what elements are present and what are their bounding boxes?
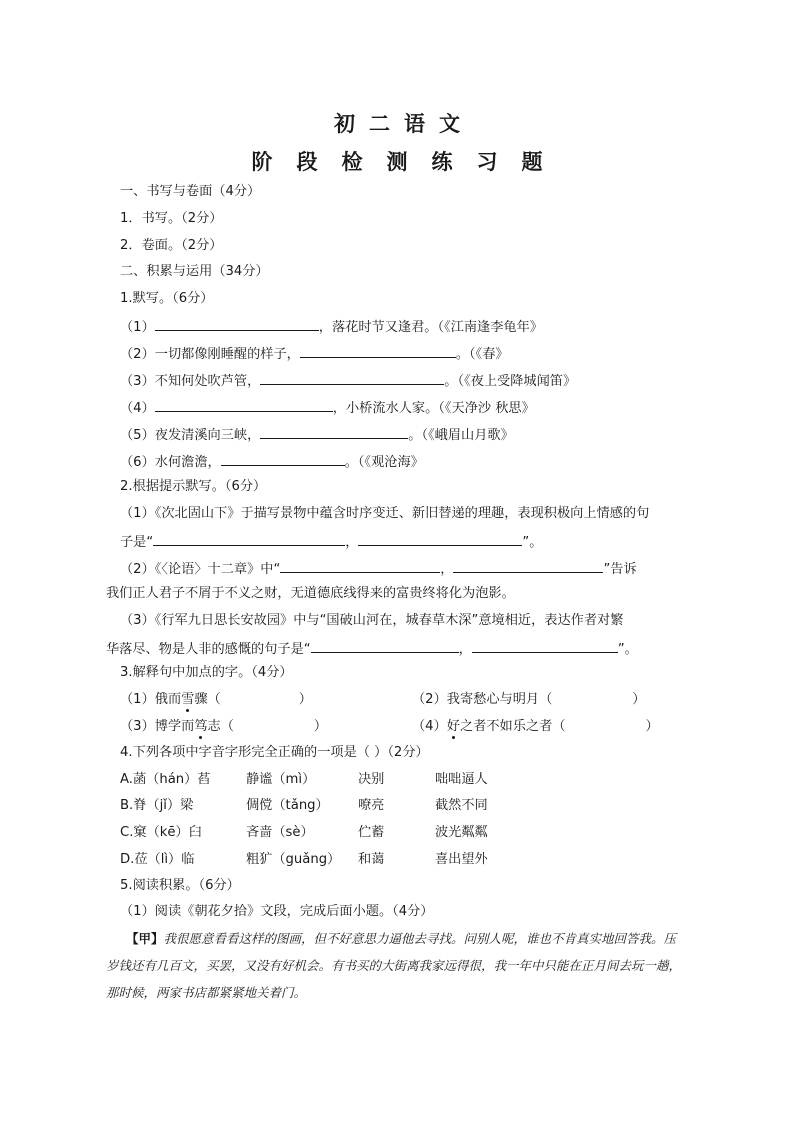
q4-option-b[interactable]: B.脊（jǐ）梁 xyxy=(120,798,194,813)
q4-title: 4.下列各项中字音字形完全正确的一项是（ ）（2分） xyxy=(120,745,429,760)
q1-line-5-pre: （5）夜发清溪向三峡， xyxy=(120,428,261,443)
q3-item-1-close: ） xyxy=(298,692,312,707)
q1-line-3-pre: （3）不知何处吹芦管， xyxy=(120,374,261,389)
q3-item-3-pre: （3）博学而 xyxy=(120,719,195,734)
q1-line-1-pre: （1） xyxy=(120,320,155,335)
q1-line-2-post: 。（《春》 xyxy=(455,347,509,362)
q2-p2-line2: 我们正人君子不屑于不义之财，无道德底线得来的富贵终将化为泡影。 xyxy=(106,586,515,601)
q4-option-cell: 吝啬（sè） xyxy=(246,825,314,840)
q1-line-6 xyxy=(120,452,424,472)
q2-p3-sep: ， xyxy=(458,642,472,657)
q5-title: 5.阅读积累。（6分） xyxy=(120,878,240,893)
q1-line-5-post: 。（《峨眉山月歌》 xyxy=(408,428,514,443)
q1-line-4-pre: （4） xyxy=(120,401,155,416)
passage-text: 我很愿意看看这样的图画，但不好意思力逼他去寻找。问别人呢，谁也不肯真实地回答我。压岁钱还有几百文，买罢，又没有好机会。有书买的大街离我家远得很，我一年中只能在正月间去玩一趟，那时候，两家书店都紧紧地关着门。 xyxy=(106,931,682,1000)
q1-line-6-post: 。（《观沧海》 xyxy=(344,455,424,470)
q3-item-4-pre: （4） xyxy=(412,719,447,734)
dotted-char: 雪 xyxy=(181,692,195,707)
q2-title: 2.根据提示默写。（6分） xyxy=(120,479,267,494)
q4-option-cell: 嘹亮 xyxy=(358,798,385,813)
page-subtitle: 阶段检测练习题 xyxy=(251,149,567,174)
q1-line-3 xyxy=(120,371,576,391)
answer-blank[interactable] xyxy=(300,344,456,358)
sec1-item-1: 1．书写。（2分） xyxy=(120,211,223,226)
q3-item-4-close: ） xyxy=(645,719,659,734)
q3-item-1-rest: 骤（ xyxy=(194,692,221,707)
q3-item-2-close: ） xyxy=(632,692,646,707)
q3-item-3-rest: 志（ xyxy=(207,719,234,734)
page-title: 初二语文 xyxy=(334,111,474,136)
q1-line-4 xyxy=(120,398,535,418)
q2-p3-line1: （3）《行军九日思长安故园》中与“国破山河在，城春草木深”意境相近，表达作者对繁 xyxy=(120,613,624,628)
q3-item-1-pre: （1）俄而 xyxy=(120,692,182,707)
q3-title: 3.解释句中加点的字。（4分） xyxy=(120,665,293,680)
q3-item-4 xyxy=(412,718,659,736)
answer-blank[interactable] xyxy=(280,559,440,573)
q2-p2-pre: （2）《〈论语〉十二章》中“ xyxy=(120,562,281,577)
section-2-heading: 二、积累与运用（34分） xyxy=(120,264,269,279)
dotted-char: 笃 xyxy=(194,719,208,734)
answer-blank[interactable] xyxy=(453,559,603,573)
q1-line-4-post: ，小桥流水人家。（《天净沙 秋思》 xyxy=(332,401,535,416)
dotted-char: 好 xyxy=(446,719,460,734)
answer-blank[interactable] xyxy=(311,639,459,653)
q2-p3-post: ”。 xyxy=(617,642,638,657)
q2-p1-line2 xyxy=(120,532,542,552)
q1-line-1 xyxy=(120,317,543,337)
q1-title: 1.默写。（6分） xyxy=(120,291,214,306)
q1-line-2 xyxy=(120,344,509,364)
answer-blank[interactable] xyxy=(155,398,333,412)
answer-blank[interactable] xyxy=(358,532,522,546)
q2-p1-sep: ， xyxy=(345,535,359,550)
answer-blank[interactable] xyxy=(221,452,345,466)
answer-blank[interactable] xyxy=(260,425,408,439)
answer-blank[interactable] xyxy=(472,639,618,653)
q4-option-cell: 截然不同 xyxy=(435,798,488,813)
passage-jia xyxy=(106,925,686,1006)
q3-item-1 xyxy=(120,691,312,709)
q2-p2-post: ”告诉 xyxy=(603,562,637,577)
q4-option-a[interactable]: A.菡（hán）萏 xyxy=(120,772,211,787)
q4-option-c[interactable]: C.窠（kē）臼 xyxy=(120,825,202,840)
q3-item-3 xyxy=(120,718,327,736)
q4-option-cell: 伫蓄 xyxy=(358,825,385,840)
answer-blank[interactable] xyxy=(260,371,444,385)
q4-option-cell: 静谧（mì） xyxy=(246,772,316,787)
q4-option-cell: 波光粼粼 xyxy=(435,825,488,840)
q1-line-6-pre: （6）水何澹澹， xyxy=(120,455,221,470)
q2-p2-sep: ， xyxy=(440,562,454,577)
q4-option-d[interactable]: D.莅（lì）临 xyxy=(120,852,195,867)
sec1-item-2: 2．卷面。（2分） xyxy=(120,238,223,253)
q3-item-3-close: ） xyxy=(313,719,328,734)
q1-line-5 xyxy=(120,425,514,445)
q4-option-cell: 和蔼 xyxy=(358,852,385,867)
q1-line-1-post: ，落花时节又逢君。（《江南逢李龟年》 xyxy=(318,320,543,335)
answer-blank[interactable] xyxy=(155,317,319,331)
q2-p1-pre: 子是“ xyxy=(120,535,154,550)
q2-p1-line1: （1）《次北固山下》于描写景物中蕴含时序变迁、新旧替递的理趣，表现积极向上情感的句 xyxy=(120,506,650,521)
q1-line-2-pre: （2）一切都像刚睡醒的样子， xyxy=(120,347,300,362)
q2-p3-line2 xyxy=(106,639,638,659)
q3-item-4-rest: 之者不如乐之者（ xyxy=(459,719,566,734)
q3-item-2-pre: （2）我寄愁心与明月（ xyxy=(412,692,553,707)
q4-option-cell: 咄咄逼人 xyxy=(435,772,488,787)
q4-option-cell: 粗犷（guǎng） xyxy=(246,852,341,867)
q2-p3-pre: 华落尽、物是人非的感慨的句子是“ xyxy=(106,642,311,657)
q4-option-cell: 喜出望外 xyxy=(435,852,488,867)
q2-p2-line1 xyxy=(120,559,637,579)
q4-option-cell: 决别 xyxy=(358,772,385,787)
q3-item-2 xyxy=(412,691,645,709)
q2-p1-post: ”。 xyxy=(522,535,543,550)
q1-line-3-post: 。（《夜上受降城闻笛》 xyxy=(444,374,577,389)
passage-tag: 【甲】 xyxy=(126,931,164,946)
section-1-heading: 一、书写与卷面（4分） xyxy=(120,184,261,199)
q4-option-cell: 倜傥（tǎng） xyxy=(246,798,329,813)
answer-blank[interactable] xyxy=(153,532,345,546)
q5-sub1: （1）阅读《朝花夕拾》文段，完成后面小题。（4分） xyxy=(120,904,434,919)
